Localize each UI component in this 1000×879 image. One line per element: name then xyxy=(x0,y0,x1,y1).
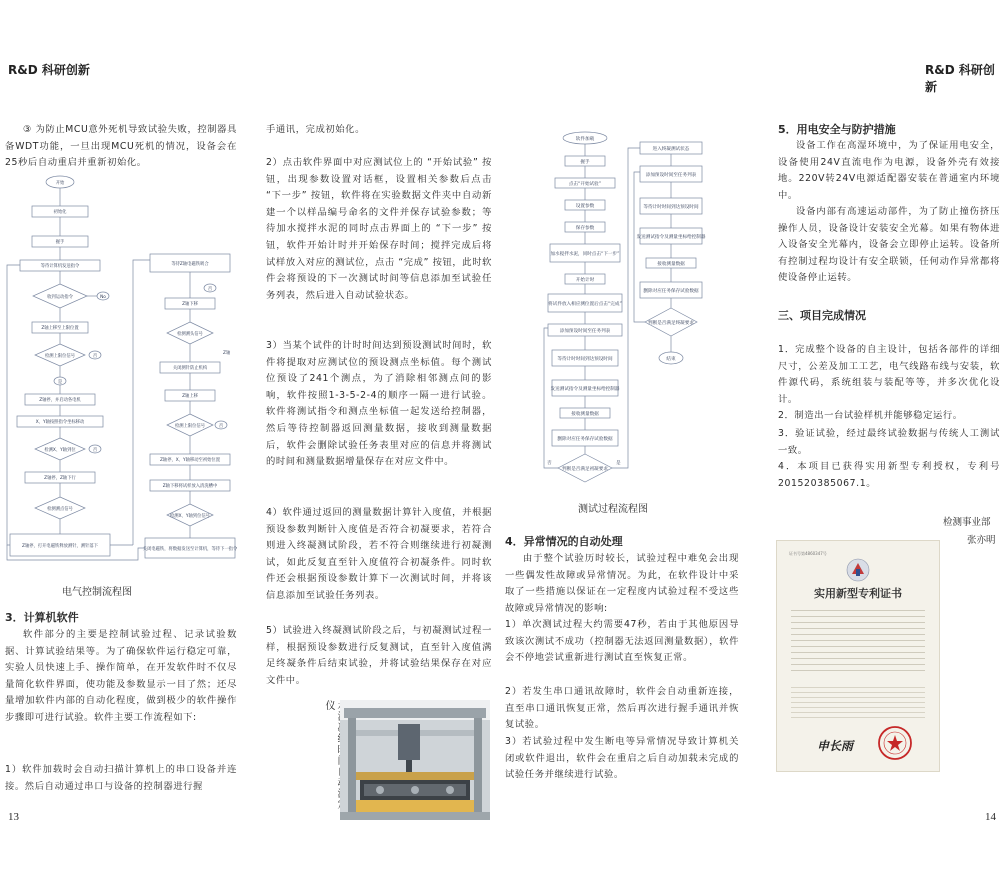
fr-mix-text: 加水搅拌水泥，同时点击“下一步” xyxy=(550,252,620,257)
flow-handshake-text: 握手 xyxy=(55,240,65,245)
section4-item-3: 3）若试验过程中发生断电等异常情况导致计算机关闭或软件退出，软件会在重启之后自动加载未完成的试验任务并继续进行试验。 xyxy=(505,736,739,781)
electrical-control-flowchart xyxy=(5,172,237,572)
step5-paragraph: 5）试验进入终凝测试阶段之后，与初凝测试过程一样，根据预设参数进行反复测试，直至针入度值满足终凝条件后结束试验，并将试验结果保存在对应文件中。 xyxy=(266,625,492,686)
flow-no-mark-4: 否 xyxy=(92,448,98,453)
section4-item-2: 2）若发生串口通讯故障时，软件会自动重新连接，直至串口通讯恢复正常，然后再次进行握手通讯并恢复试验。 xyxy=(505,686,739,731)
flow-release-needle-text: Z轴停，打开电磁铁释放测针，测针落下 xyxy=(22,544,98,549)
step4-paragraph: 4）软件通过返回的测量数据计算针入度值，并根据预设参数判断针入度值是否符合初凝要求，若符合则进入终凝测试阶段，若不符合则继续进行初凝测试，如此反复直至针入度值符合初凝条件。同时软件还会根据预设参数计算下一次测试时间，并将该信息添加至试验任务列表。 xyxy=(266,507,492,601)
flow-r-z-up-text: Z轴上移 xyxy=(182,394,198,399)
step3-paragraph: 3）当某个试件的计时时间达到预设测试时间时，软件将提取对应测试位的预设测点坐标值。每个测试位预设了241个测点，为了消除相邻测点间的影响，软件按照1-3-5-2-4的顺序一隔一进行试验。软件将测试指令和测点坐标值一起发送给控制器，然后等待控制器返回测量数据，接收到测量数据后，软件会删除试验任务表里对应的信息并将测试的时间和测量数据增量保存在对应文件中。 xyxy=(266,340,492,468)
flow-r-z-down-text: Z轴下移 xyxy=(182,302,198,307)
fr-no-label: 否 xyxy=(547,461,552,466)
flow-z-point-text: 检测测点信号 xyxy=(47,507,73,512)
section3-paragraph-1: 软件部分的主要是控制试验过程、记录试验数据、计算试验结果等。为了确保软件运行稳定可靠，实验人员快速上手、操作简单，在开发软件时不仅尽量简化软件界面，使功能及参数显示一目了然；还尽量增加软件内部的自动化程度，做到极少的软件操作步骤即可进行试验。软件主要工作流程如下: xyxy=(5,629,237,723)
department-name: 检测事业部 xyxy=(943,517,991,528)
flow-z-up-text: Z轴上移至上限位置 xyxy=(41,326,79,331)
result-item-2: 2．制造出一台试验样机并能够稳定运行。 xyxy=(778,410,963,421)
fr-start-timer-text: 开始计时 xyxy=(575,278,595,283)
flow-init-text: 初始化 xyxy=(53,210,67,215)
fr-r-judge-text: 判断是否满足终凝要求 xyxy=(648,321,694,326)
certificate-title: 实用新型专利证书 xyxy=(814,587,902,600)
section5-title: 5．用电安全与防护措施 xyxy=(778,123,896,136)
page-number-left: 13 xyxy=(8,811,19,823)
flow-wait-text: 等待计算机发送指令 xyxy=(40,264,80,269)
fr-delete-text: 删除对应任务保存试验数据 xyxy=(557,437,613,442)
fr-r-add-text: 添加预设时间至任务列表 xyxy=(645,173,697,178)
flow-no-mark-2: 否 xyxy=(218,424,224,429)
fr-set-params-text: 设置参数 xyxy=(575,204,595,209)
header-right: R&D 科研创新 xyxy=(925,63,995,94)
certificate-signature: 申长雨 xyxy=(817,739,854,753)
section4-item-1: 1）单次测试过程大约需要47秒，若由于其他原因导致该次测试不成功（控制器无法返回测量数据），软件会不停地尝试重新进行测试直至恢复正常。 xyxy=(505,619,739,664)
flow-r-xy-text: 检测X、Y轴到位信号 xyxy=(170,514,210,519)
flow-xy-done-text: 检测X、Y轴到位 xyxy=(44,448,76,453)
fr-handshake-text: 握手 xyxy=(580,160,590,165)
result-item-4: 4．本项目已获得实用新型专利授权，专利号201520385067.1。 xyxy=(778,461,1000,489)
flow-no-label: No xyxy=(100,295,106,300)
section4-intro: 由于整个试验历时较长，试验过程中难免会出现一些偶发性故障或异常情况。为此，在软件设计中采取了一些措施以保证在一定程度内试验过程不受这些故障或异常情况的影响: xyxy=(505,553,739,614)
flow-z-axis-label: Z轴 xyxy=(223,351,231,356)
section5-paragraph-2: 设备内部有高速运动部件，为了防止撞伤挤压操作人员，设备设计安装安全光幕。如果有物体进入设备安全光幕内，设备会立即停止运转。设备所有控制过程均设计有安全联锁，任何动作异常都将使设备停止运转。 xyxy=(778,206,1000,284)
flow-start-text: 开始 xyxy=(55,181,65,186)
header-left: R&D 科研创新 xyxy=(8,63,90,77)
fr-r-send-text: 发送测试指令及测量坐标给控制器 xyxy=(636,235,706,240)
flow-yes-mark-1: 是 xyxy=(57,380,63,385)
electrical-flow-caption: 电气控制流程图 xyxy=(62,587,132,598)
fr-r-delete-text: 删除对应任务保存试验数据 xyxy=(643,289,699,294)
flow-r-close-text: 关闭测针防止机构 xyxy=(172,366,208,371)
photo-caption: 仪 xyxy=(323,700,334,711)
result-item-1: 1．完成整个设备的自主设计，包括各部件的详细尺寸，公差及加工工艺，电气线路布线与安装，软件源代码，系统组装与装配等等，并多次优化设计。 xyxy=(778,344,1000,405)
author-name: 张亦明 xyxy=(967,535,996,546)
certificate-fine-print xyxy=(791,683,925,721)
certificate-body-lines xyxy=(791,605,925,675)
patent-emblem-icon xyxy=(845,557,871,583)
fr-load-text: 软件加载 xyxy=(575,137,595,142)
fr-receive-text: 接收测量数据 xyxy=(571,412,599,417)
test-flow-caption: 测试过程流程图 xyxy=(578,504,648,515)
certificate-number: 证书号第4860347号 xyxy=(789,551,827,556)
fr-r-receive-text: 接收测量数据 xyxy=(657,262,685,267)
flow-z-down-text: Z轴停，Z轴下行 xyxy=(44,476,76,481)
fr-yes-label: 是 xyxy=(616,461,621,466)
fr-save-params-text: 保存参数 xyxy=(575,226,595,231)
intro-paragraph: ③ 为防止MCU意外死机导致试验失败，控制器具备WDT功能，一旦出现MCU死机的情况，设备会在25秒后自动重启并重新初始化。 xyxy=(5,124,237,169)
fr-place-text: 将试件放入相应测位置后点击“完成” xyxy=(548,302,622,307)
flow-r-probe-text: 检测测头信号 xyxy=(177,332,203,337)
flow-r-clean-text: Z轴下移将试样放入清洗槽中 xyxy=(162,484,218,489)
fr-add-task-text: 添加预设时间至任务列表 xyxy=(559,329,611,334)
flow-r-limit-text: 检测上限位信号 xyxy=(174,424,206,429)
flow-z-limit-text: 检测上限位信号 xyxy=(44,354,76,359)
test-process-flowchart xyxy=(540,128,765,488)
fr-wait-time-text: 等待计时时间到达预设时间 xyxy=(557,357,613,362)
flow-start-motors-text: Z轴停，并启动各电机 xyxy=(39,398,81,403)
fr-click-start-text: 点击“开始试验” xyxy=(568,182,602,187)
handshake-paragraph: 手通讯，完成初始化。 xyxy=(266,124,365,135)
fr-send-cmd-text: 发送测试指令及测量坐标给控制器 xyxy=(550,387,620,392)
official-seal-icon xyxy=(877,725,913,761)
fr-final-enter-text: 进入终凝测试状态 xyxy=(652,147,690,152)
flow-r-xy-home-text: Z轴停，X、Y轴移动至初始位置 xyxy=(159,458,221,463)
fr-end-text: 结束 xyxy=(666,357,676,362)
section3-paragraph-2: 1）软件加载时会自动扫描计算机上的串口设备并连接。然后自动通过串口与设备的控制器进行握 xyxy=(5,764,237,792)
flow-no-mark-3: 否 xyxy=(92,354,98,359)
patent-certificate xyxy=(776,540,940,772)
section3-title: 3．计算机软件 xyxy=(5,611,79,624)
flow-coord-move-text: X、Y轴按照指令坐标移动 xyxy=(35,420,85,425)
flow-no-mark-1: 否 xyxy=(207,287,213,292)
flow-r-end-text: 关闭电磁铁，将数据发送至计算机，等待下一指令 xyxy=(142,547,237,552)
fr-r-wait-text: 等待计时时间到达预设时间 xyxy=(643,205,699,210)
section5-paragraph-1: 设备工作在高湿环境中，为了保证用电安全，设备使用24V直流电作为电源，设备外壳有效接地。220V转24V电源适配器安装在普通室内环境中。 xyxy=(778,140,1000,201)
step2-paragraph: 2）点击软件界面中对应测试位上的 “开始试验” 按钮，出现参数设置对话框，设置相关参数后点击 “下一步” 按钮，软件将在实验数据文件夹中自动新建一个以样品编号命名的文件并保存试验参数；等待加水搅拌水泥的同时点击界面上的 “下一步” 按钮，软件开始计时并开始保存时间；搅拌完成后将试样放入对应的测试位，点击 “完成” 按钮，此时软件会将预设的下一次测试时间等信息添加至试验任务列表，然后进入自动试验状态。 xyxy=(266,157,492,301)
page-number-right: 14 xyxy=(985,811,996,823)
flow-r-wait-text: 等待Z轴电磁铁吸合 xyxy=(171,262,209,267)
fr-judge-text: 判断是否满足初凝要求 xyxy=(562,467,608,472)
instrument-photo xyxy=(340,700,490,820)
flow-receive-text: 收到运动指令 xyxy=(47,295,73,300)
section4-title: 4．异常情况的自动处理 xyxy=(505,535,623,548)
results-title: 三、项目完成情况 xyxy=(778,309,866,322)
result-item-3: 3．验证试验，经过最终试验数据与传统人工测试一致。 xyxy=(778,428,1000,456)
